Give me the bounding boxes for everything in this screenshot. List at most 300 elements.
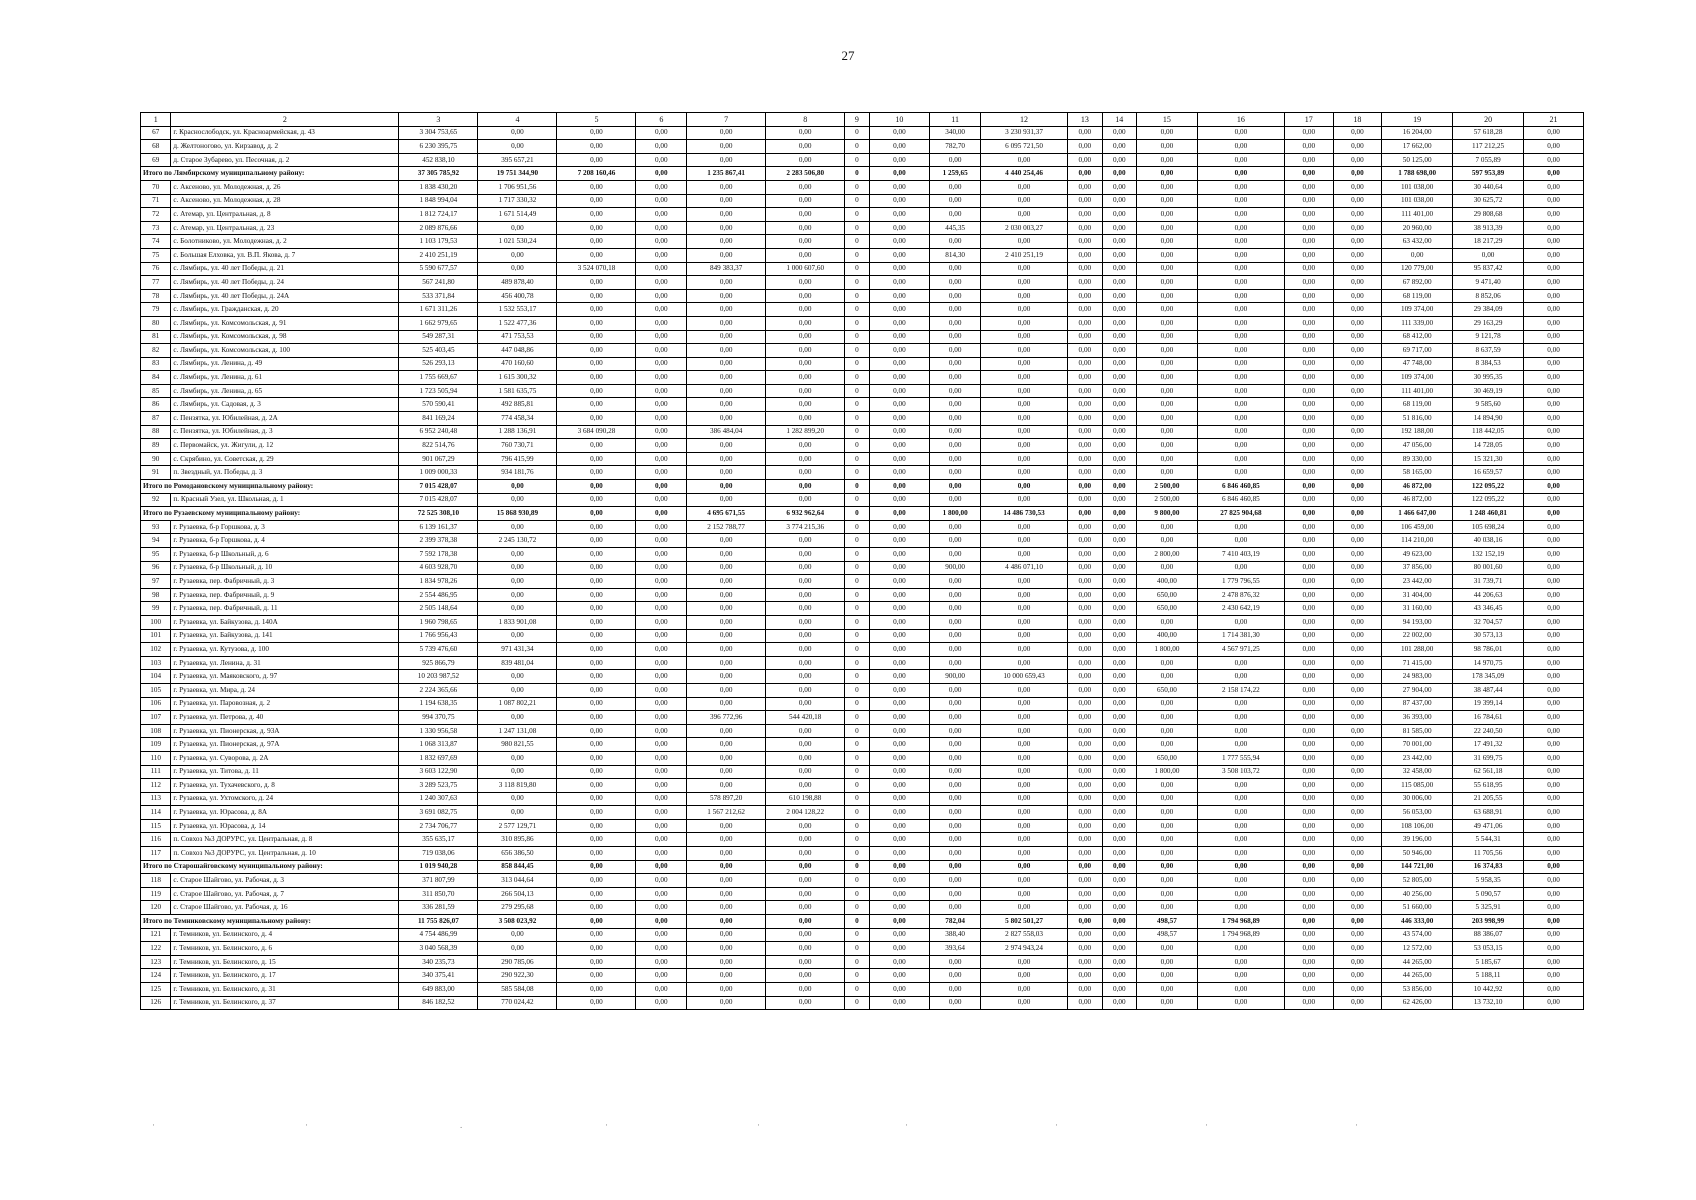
table-row [141,194,1584,208]
value-cell: 0,00 [766,751,845,765]
value-cell: 0,00 [1068,316,1102,330]
value-cell: 0,00 [1068,235,1102,249]
value-cell: 0,00 [766,330,845,344]
value-cell: 0 [845,140,869,154]
address-cell: г. Рузаевка, ул. Юрасова, д. 14 [171,819,399,833]
value-cell: 0,00 [1197,466,1284,480]
value-cell: 31 160,00 [1382,602,1453,616]
value-cell: 0,00 [636,140,687,154]
value-cell: 0,00 [1284,779,1333,793]
value-cell: 0,00 [930,235,981,249]
value-cell: 0,00 [1524,194,1584,208]
row-number-cell: 105 [141,683,171,697]
value-cell: 0,00 [1284,208,1333,222]
value-cell: 0,00 [1524,996,1584,1010]
row-number-cell: 119 [141,887,171,901]
value-cell: 0,00 [930,901,981,915]
value-cell: 0,00 [636,656,687,670]
value-cell: 0,00 [1137,901,1198,915]
value-cell: 0,00 [1102,887,1136,901]
value-cell: 0,00 [1333,819,1382,833]
value-cell: 0,00 [1137,615,1198,629]
value-cell: 0,00 [980,602,1067,616]
value-cell: 0,00 [1137,942,1198,956]
value-cell: 0,00 [1068,724,1102,738]
value-cell: 0,00 [766,860,845,874]
value-cell: 1 259,65 [930,167,981,181]
value-cell: 0,00 [1068,670,1102,684]
value-cell: 0,00 [1102,221,1136,235]
value-cell: 0,00 [1068,683,1102,697]
table-row [141,629,1584,643]
value-cell: 0,00 [1333,996,1382,1010]
table-row [141,874,1584,888]
value-cell: 0,00 [766,316,845,330]
value-cell: 0,00 [636,751,687,765]
value-cell: 0,00 [1284,996,1333,1010]
value-cell: 0,00 [1284,180,1333,194]
row-number-cell: 67 [141,126,171,140]
value-cell: 0,00 [1068,371,1102,385]
table-row [141,289,1584,303]
value-cell: 0,00 [687,534,766,548]
row-number-cell: 102 [141,643,171,657]
value-cell: 782,70 [930,140,981,154]
value-cell: 0,00 [557,344,636,358]
value-cell: 0,00 [766,452,845,466]
value-cell: 0,00 [687,860,766,874]
value-cell: 0 [845,833,869,847]
value-cell: 0,00 [1068,860,1102,874]
value-cell: 0,00 [687,316,766,330]
value-cell: 1 848 994,04 [399,194,478,208]
value-cell: 0,00 [869,697,930,711]
column-number-row [141,113,1584,127]
value-cell: 0,00 [687,629,766,643]
value-cell: 0,00 [1524,480,1584,494]
value-cell: 0,00 [1137,955,1198,969]
value-cell: 0,00 [478,480,557,494]
value-cell: 0,00 [1284,751,1333,765]
value-cell: 0,00 [1068,615,1102,629]
value-cell: 0,00 [1137,806,1198,820]
value-cell: 0,00 [557,452,636,466]
value-cell: 0,00 [766,140,845,154]
value-cell: 0 [845,194,869,208]
value-cell: 0,00 [1102,248,1136,262]
value-cell: 0,00 [1068,276,1102,290]
value-cell: 30 995,35 [1453,371,1524,385]
value-cell: 0,00 [1102,819,1136,833]
table-row [141,847,1584,861]
value-cell: 0,00 [687,480,766,494]
table-row [141,806,1584,820]
value-cell: 2 734 706,77 [399,819,478,833]
value-cell: 0,00 [1137,561,1198,575]
value-cell: 0,00 [557,221,636,235]
value-cell: 0,00 [1524,575,1584,589]
value-cell: 0,00 [930,874,981,888]
value-cell: 0,00 [1068,874,1102,888]
value-cell: 0 [845,915,869,929]
column-number-cell: 5 [557,113,636,127]
value-cell: 3 118 819,80 [478,779,557,793]
value-cell: 0,00 [687,942,766,956]
value-cell: 16 374,83 [1453,860,1524,874]
value-cell: 6 846 460,85 [1197,493,1284,507]
value-cell: 0,00 [1068,126,1102,140]
value-cell: 0,00 [687,548,766,562]
value-cell: 22 240,50 [1453,724,1524,738]
value-cell: 0,00 [1197,425,1284,439]
value-cell: 0,00 [557,493,636,507]
value-cell: 4 754 486,99 [399,928,478,942]
value-cell: 774 458,34 [478,412,557,426]
value-cell: 192 188,00 [1382,425,1453,439]
value-cell: 0,00 [869,765,930,779]
value-cell: 0,00 [636,507,687,521]
value-cell: 0,00 [766,276,845,290]
value-cell: 0,00 [1524,779,1584,793]
value-cell: 10 000 659,43 [980,670,1067,684]
value-cell: 1 800,00 [1137,643,1198,657]
value-cell: 0,00 [1284,588,1333,602]
value-cell: 0,00 [1197,126,1284,140]
value-cell: 0,00 [1524,303,1584,317]
value-cell: 0,00 [1524,439,1584,453]
value-cell: 0,00 [1068,996,1102,1010]
value-cell: 0 [845,384,869,398]
value-cell: 0,00 [1068,344,1102,358]
value-cell: 0,00 [930,629,981,643]
value-cell: 0,00 [980,520,1067,534]
value-cell: 3 603 122,90 [399,765,478,779]
value-cell: 3 524 070,18 [557,262,636,276]
value-cell: 0,00 [1102,262,1136,276]
value-cell: 19 751 344,90 [478,167,557,181]
value-cell: 0,00 [980,262,1067,276]
address-cell: с. Пензятка, ул. Юбилейная, д. 3 [171,425,399,439]
row-number-cell: 95 [141,548,171,562]
address-cell: с. Скрябино, ул. Советская, д. 29 [171,452,399,466]
value-cell: 0,00 [930,765,981,779]
value-cell: 0,00 [1102,126,1136,140]
value-cell: 0,00 [1333,588,1382,602]
value-cell: 0,00 [930,643,981,657]
address-cell: п. Совхоз №3 ДОРУРС, ул. Центральная, д. 10 [171,847,399,861]
row-number-cell: 91 [141,466,171,480]
value-cell: 0,00 [869,276,930,290]
value-cell: 9 121,78 [1453,330,1524,344]
row-number-cell: 109 [141,738,171,752]
value-cell: 1 960 798,65 [399,615,478,629]
value-cell: 0,00 [980,289,1067,303]
value-cell: 0,00 [980,276,1067,290]
row-number-cell: 74 [141,235,171,249]
value-cell: 0,00 [1197,670,1284,684]
value-cell: 0,00 [687,330,766,344]
value-cell: 7 410 403,19 [1197,548,1284,562]
value-cell: 0,00 [766,928,845,942]
value-cell: 0,00 [636,969,687,983]
value-cell: 0,00 [1102,235,1136,249]
value-cell: 934 181,76 [478,466,557,480]
value-cell: 0,00 [478,942,557,956]
value-cell: 0,00 [1197,221,1284,235]
value-cell: 0,00 [1524,507,1584,521]
value-cell: 0,00 [930,656,981,670]
value-cell: 13 732,10 [1453,996,1524,1010]
value-cell: 11 705,56 [1453,847,1524,861]
value-cell: 0,00 [1333,371,1382,385]
value-cell: 0,00 [1524,466,1584,480]
address-cell: п. Красный Узел, ул. Школьная, д. 1 [171,493,399,507]
value-cell: 0,00 [930,833,981,847]
value-cell: 0,00 [1333,452,1382,466]
address-cell: с. Аксеново, ул. Молодежная, д. 26 [171,180,399,194]
value-cell: 0,00 [687,901,766,915]
value-cell: 0,00 [1137,303,1198,317]
value-cell: 178 345,09 [1453,670,1524,684]
address-cell: с. Старое Шайгово, ул. Рабочая, д. 16 [171,901,399,915]
value-cell: 0,00 [636,615,687,629]
value-cell: 69 717,00 [1382,344,1453,358]
value-cell: 7 208 160,46 [557,167,636,181]
value-cell: 0,00 [1102,711,1136,725]
value-cell: 0,00 [1524,656,1584,670]
value-cell: 0,00 [1284,901,1333,915]
address-cell: г. Рузаевка, ул. Паровозная, д. 2 [171,697,399,711]
value-cell: 0,00 [869,466,930,480]
value-cell: 4 603 928,70 [399,561,478,575]
table-row [141,942,1584,956]
row-number-cell: 104 [141,670,171,684]
value-cell: 0 [845,724,869,738]
address-cell: с. Лямбирь, ул. Комсомольская, д. 100 [171,344,399,358]
value-cell: 0,00 [1102,371,1136,385]
value-cell: 0,00 [1333,683,1382,697]
row-number-cell: 84 [141,371,171,385]
value-cell: 0,00 [1068,303,1102,317]
value-cell: 0,00 [557,656,636,670]
value-cell: 0,00 [869,153,930,167]
value-cell: 0,00 [636,208,687,222]
row-number-cell: 77 [141,276,171,290]
value-cell: 0,00 [980,833,1067,847]
value-cell: 22 002,00 [1382,629,1453,643]
value-cell: 20 960,00 [1382,221,1453,235]
value-cell: 0,00 [1197,452,1284,466]
row-number-cell: 72 [141,208,171,222]
value-cell: 0,00 [478,575,557,589]
value-cell: 0,00 [1524,493,1584,507]
value-cell: 0,00 [930,384,981,398]
value-cell: 30 006,00 [1382,792,1453,806]
value-cell: 5 090,57 [1453,887,1524,901]
value-cell: 0,00 [1102,629,1136,643]
value-cell: 0,00 [1333,847,1382,861]
value-cell: 0,00 [557,602,636,616]
value-cell: 0,00 [930,602,981,616]
value-cell: 0,00 [636,126,687,140]
value-cell: 0,00 [1137,153,1198,167]
value-cell: 0,00 [1524,765,1584,779]
value-cell: 29 163,29 [1453,316,1524,330]
value-cell: 0,00 [1197,520,1284,534]
value-cell: 0,00 [869,833,930,847]
value-cell: 0,00 [557,738,636,752]
value-cell: 0 [845,548,869,562]
value-cell: 498,57 [1137,928,1198,942]
address-cell: г. Темников, ул. Белинского, д. 31 [171,983,399,997]
value-cell: 0,00 [557,629,636,643]
address-cell: г. Темников, ул. Белинского, д. 4 [171,928,399,942]
value-cell: 1 087 802,21 [478,697,557,711]
table-row [141,140,1584,154]
value-cell: 0,00 [869,520,930,534]
value-cell: 0,00 [1284,452,1333,466]
value-cell: 0,00 [1068,751,1102,765]
value-cell: 0,00 [1197,248,1284,262]
value-cell: 0 [845,928,869,942]
value-cell: 0,00 [1197,656,1284,670]
value-cell: 0,00 [930,276,981,290]
value-cell: 0,00 [1284,548,1333,562]
value-cell: 0 [845,520,869,534]
value-cell: 0,00 [1102,140,1136,154]
value-cell: 388,40 [930,928,981,942]
value-cell: 0,00 [687,221,766,235]
value-cell: 17 491,32 [1453,738,1524,752]
value-cell: 971 431,34 [478,643,557,657]
value-cell: 0,00 [636,303,687,317]
value-cell: 0,00 [1333,153,1382,167]
value-cell: 0,00 [478,493,557,507]
value-cell: 4 567 971,25 [1197,643,1284,657]
value-cell: 0 [845,357,869,371]
value-cell: 111 401,00 [1382,384,1453,398]
column-number-cell: 7 [687,113,766,127]
value-cell: 0,00 [636,711,687,725]
address-cell: г. Рузаевка, б-р Горшкова, д. 3 [171,520,399,534]
value-cell: 0,00 [1137,779,1198,793]
value-cell: 0,00 [1284,126,1333,140]
value-cell: 30 469,19 [1453,384,1524,398]
value-cell: 0,00 [1197,208,1284,222]
value-cell: 11 755 826,07 [399,915,478,929]
value-cell: 0,00 [869,942,930,956]
value-cell: 0,00 [687,289,766,303]
value-cell: 144 721,00 [1382,860,1453,874]
value-cell: 63 688,91 [1453,806,1524,820]
row-number-cell: 118 [141,874,171,888]
value-cell: 0,00 [1068,819,1102,833]
value-cell: 0,00 [636,833,687,847]
value-cell: 0,00 [687,683,766,697]
table-row [141,357,1584,371]
value-cell: 2 245 130,72 [478,534,557,548]
value-cell: 0,00 [766,480,845,494]
value-cell: 0,00 [687,670,766,684]
table-row [141,344,1584,358]
value-cell: 900,00 [930,561,981,575]
value-cell: 0 [845,751,869,765]
value-cell: 1 567 212,62 [687,806,766,820]
value-cell: 88 386,07 [1453,928,1524,942]
value-cell: 0,00 [1197,738,1284,752]
address-cell: г. Рузаевка, ул. Ленина, д. 31 [171,656,399,670]
value-cell: 0,00 [1197,262,1284,276]
value-cell: 0,00 [557,466,636,480]
value-cell: 1 662 979,65 [399,316,478,330]
address-cell: с. Лямбирь, ул. Ленина, д. 49 [171,357,399,371]
value-cell: 0,00 [557,371,636,385]
value-cell: 0,00 [869,955,930,969]
value-cell: 0,00 [869,384,930,398]
value-cell: 0,00 [1102,602,1136,616]
value-cell: 0,00 [980,371,1067,385]
value-cell: 0,00 [869,289,930,303]
value-cell: 0,00 [869,738,930,752]
value-cell: 0,00 [1524,262,1584,276]
value-cell: 4 440 254,46 [980,167,1067,181]
value-cell: 2 089 876,66 [399,221,478,235]
value-cell: 0,00 [1068,262,1102,276]
value-cell: 38 487,44 [1453,683,1524,697]
district-total-row [141,480,1584,494]
row-number-cell: 71 [141,194,171,208]
value-cell: 1 615 300,32 [478,371,557,385]
value-cell: 0,00 [766,874,845,888]
value-cell: 0,00 [687,955,766,969]
value-cell: 0,00 [636,289,687,303]
table-row [141,928,1584,942]
value-cell: 0,00 [1197,534,1284,548]
value-cell: 0,00 [1137,969,1198,983]
row-number-cell: 123 [141,955,171,969]
value-cell: 0,00 [869,221,930,235]
value-cell: 0,00 [1333,983,1382,997]
value-cell: 0 [845,262,869,276]
value-cell: 0,00 [1137,235,1198,249]
value-cell: 0,00 [557,711,636,725]
value-cell: 0,00 [1102,153,1136,167]
value-cell: 782,04 [930,915,981,929]
value-cell: 2 500,00 [1137,480,1198,494]
column-number-cell: 21 [1524,113,1584,127]
value-cell: 0,00 [930,357,981,371]
value-cell: 0,00 [930,208,981,222]
value-cell: 0,00 [869,670,930,684]
value-cell: 393,64 [930,942,981,956]
value-cell: 0,00 [557,833,636,847]
value-cell: 0,00 [869,724,930,738]
value-cell: 0 [845,847,869,861]
value-cell: 0,00 [557,126,636,140]
value-cell: 0,00 [636,983,687,997]
value-cell: 0,00 [980,629,1067,643]
value-cell: 0,00 [557,480,636,494]
value-cell: 0,00 [1333,806,1382,820]
value-cell: 0,00 [1333,969,1382,983]
column-number-cell: 9 [845,113,869,127]
value-cell: 0,00 [1137,874,1198,888]
value-cell: 2 500,00 [1137,493,1198,507]
value-cell: 0,00 [636,371,687,385]
value-cell: 0,00 [1068,602,1102,616]
value-cell: 0,00 [869,235,930,249]
address-cell: г. Краснослободск, ул. Красноармейская, д. 43 [171,126,399,140]
